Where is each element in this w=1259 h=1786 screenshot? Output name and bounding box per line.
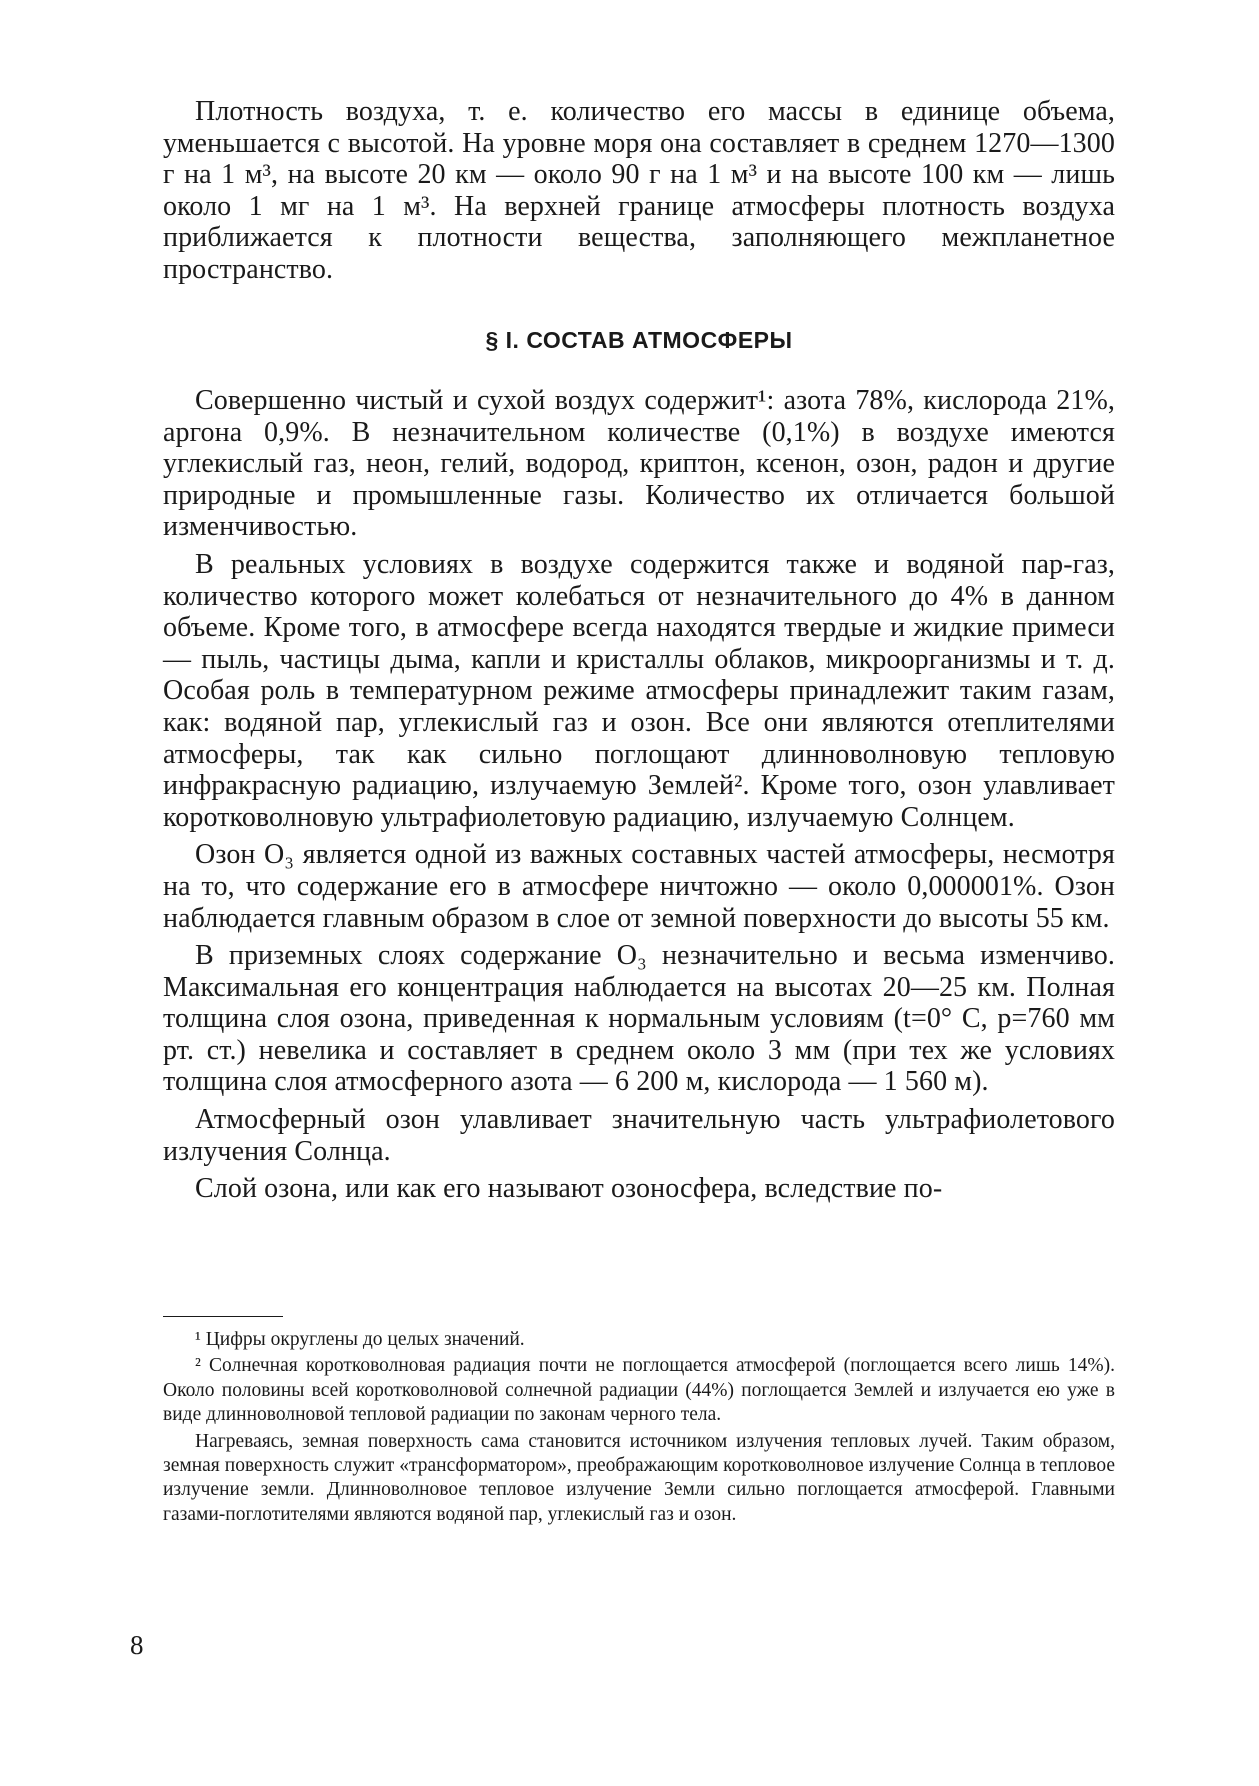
- paragraph-impurities: В реальных условиях в воздухе содержится также и водяной пар-газ, количество которого может колебаться от незначительного до 4% в данном объеме. Кроме того, в атмосфере всегда находятся твердые и жидкие примеси — пыль, частицы дыма, капли и кристаллы облаков, микроорганизмы и т. д. Особая роль в температурном режиме атмосферы принадлежит таким газам, как: водяной пар, углекислый газ и озон. Все они являются отеплителями атмосферы, так как сильно поглощают длинноволновую тепловую инфракрасную радиацию, излучаемую Землей². Кроме того, озон улавливает коротковолновую ультрафиолетовую радиацию, излучаемую Солнцем.: [163, 548, 1115, 833]
- intro-paragraph: Плотность воздуха, т. е. количество его массы в единице объема, уменьшается с высотой. На уровне моря она составляет в среднем 1270—1300 г на 1 м³, на высоте 20 км — около 90 г на 1 м³ и на высоте 100 км — лишь около 1 мг на 1 м³. На верхней границе атмосферы плотность воздуха приближается к плотности вещества, заполняющего межпланетное пространство.: [163, 96, 1115, 285]
- intro-block: [163, 96, 1115, 286]
- footnote-2-continuation: Нагреваясь, земная поверхность сама становится источником излучения тепловых лучей. Таким образом, земная поверхность служит «трансформатором», преображающим коротковолновое излучение Солнца в тепловое излучение земли. Длинноволновое тепловое излучение Земли сильно поглощается атмосферой. Главными газами-поглотителями являются водяной пар, углекислый газ и озон.: [163, 1430, 1115, 1525]
- paragraph-ozonosphere: Слой озона, или как его называют озоносфера, вследствие по-: [195, 1173, 943, 1205]
- footnotes: [163, 1328, 1115, 1527]
- main-body: [163, 385, 1115, 1205]
- footnote-2: ² Солнечная коротковолновая радиация почти не поглощается атмосферой (поглощается всего лишь 14%). Около половины всей коротковолновой солнечной радиации (44%) поглощается Землей и излучается ею уже в виде длинноволновой тепловой радиации по законам черного тела.: [163, 1355, 1115, 1426]
- section-heading: § I. СОСТАВ АТМОСФЕРЫ: [485, 327, 793, 353]
- footnote-1: ¹ Цифры округлены до целых значений.: [195, 1329, 525, 1350]
- page-number: 8: [130, 1630, 144, 1660]
- paragraph-ozone-intro: Озон O₃ является одной из важных составных частей атмосферы, несмотря на то, что содержание его в атмосфере ничтожно — около 0,000001%. Озон наблюдается главным образом в слое от земной поверхности до высоты 55 км.: [163, 839, 1115, 934]
- paragraph-ozone-uv: Атмосферный озон улавливает значительную часть ультрафиолетового излучения Солнца.: [163, 1104, 1115, 1167]
- paragraph-ozone-concentration: В приземных слоях содержание O₃ незначительно и весьма изменчиво. Максимальная его концентрация наблюдается на высотах 20—25 км. Полная толщина слоя озона, приведенная к нормальным условиям (t=0° C, p=760 мм рт. ст.) невелика и составляет в среднем около 3 мм (при тех же условиях толщина слоя атмосферного азота — 6 200 м, кислорода — 1 560 м).: [163, 940, 1115, 1098]
- footnote-divider: [163, 1316, 283, 1317]
- paragraph-composition: Совершенно чистый и сухой воздух содержит¹: азота 78%, кислорода 21%, аргона 0,9%. В незначительном количестве (0,1%) в воздухе имеются углекислый газ, неон, гелий, водород, криптон, ксенон, озон, радон и другие природные и промышленные газы. Количество их отличается большой изменчивостью.: [163, 385, 1115, 543]
